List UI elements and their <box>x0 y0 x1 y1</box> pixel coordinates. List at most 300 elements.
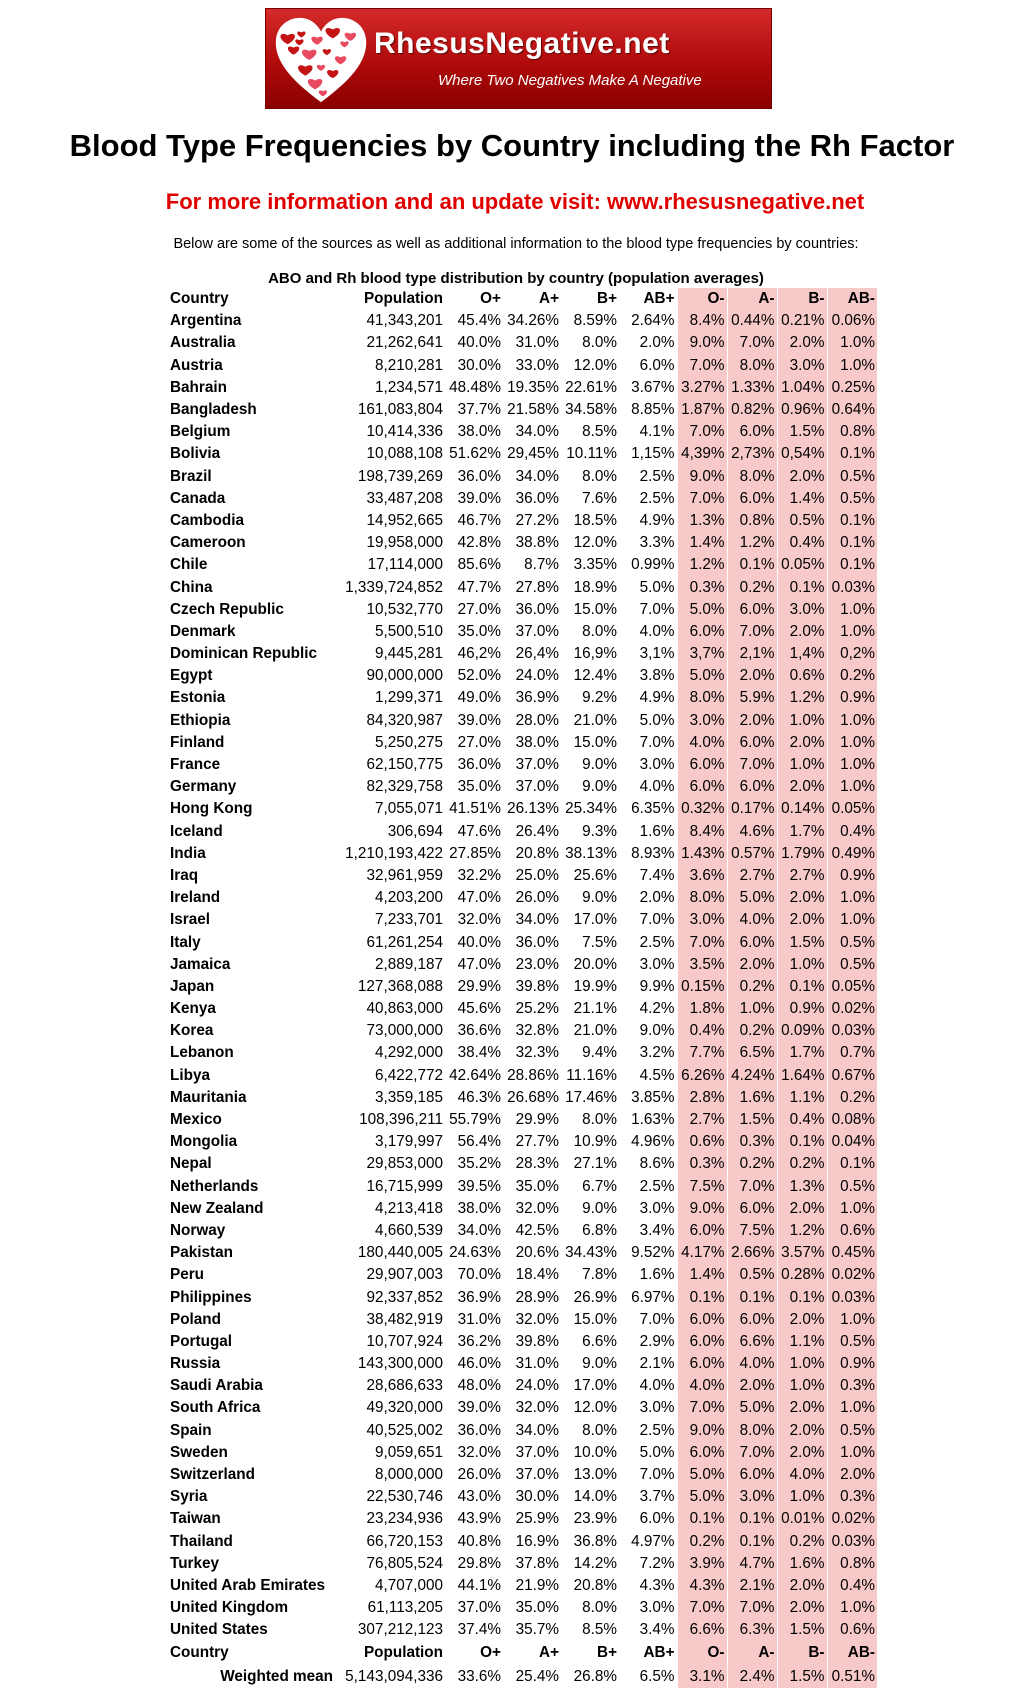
frequency-cell: 32.0% <box>457 911 501 929</box>
frequency-cell: 2,1% <box>727 643 777 665</box>
population-cell: 16,715,999 <box>366 1177 443 1195</box>
frequency-cell: 70.0% <box>457 1266 501 1284</box>
frequency-cell: 3.35% <box>573 556 617 574</box>
frequency-cell: 7.0% <box>639 1310 675 1328</box>
table-row <box>166 1397 877 1419</box>
population-cell: 3,359,185 <box>374 1088 443 1106</box>
frequency-cell: 52.0% <box>457 667 501 685</box>
frequency-cell: 10.0% <box>573 1443 617 1461</box>
table-row <box>166 1109 877 1131</box>
population-cell: 29,853,000 <box>366 1155 443 1173</box>
frequency-cell: 36.9% <box>457 1288 501 1306</box>
frequency-cell: 12.0% <box>573 356 617 374</box>
country-cell: Lebanon <box>170 1044 234 1062</box>
frequency-cell: 25.6% <box>573 866 617 884</box>
frequency-cell: 37.8% <box>515 1554 559 1572</box>
frequency-cell: 36.6% <box>457 1022 501 1040</box>
frequency-cell: 27.0% <box>457 733 501 751</box>
frequency-cell: 2.0% <box>777 909 827 931</box>
frequency-cell: 3.27% <box>677 377 727 399</box>
frequency-cell: 0.03% <box>827 1531 877 1553</box>
frequency-cell: 9.3% <box>582 822 617 840</box>
frequency-cell: 35.7% <box>515 1621 559 1639</box>
frequency-cell: 26.0% <box>515 889 559 907</box>
frequency-cell: 43.9% <box>457 1510 501 1528</box>
frequency-cell: 0.1% <box>727 554 777 576</box>
table-row <box>166 643 877 665</box>
frequency-cell: 1.0% <box>777 1486 827 1508</box>
frequency-cell: 0.44% <box>727 310 777 332</box>
frequency-cell: 28.0% <box>515 711 559 729</box>
frequency-cell: 1.3% <box>777 1176 827 1198</box>
frequency-cell: 0.6% <box>827 1220 877 1242</box>
frequency-cell: 34.26% <box>507 312 559 330</box>
frequency-cell: 37.0% <box>515 778 559 796</box>
frequency-cell: 7.8% <box>582 1266 617 1284</box>
frequency-cell: 0.9% <box>827 687 877 709</box>
frequency-cell: 36.0% <box>457 1421 501 1439</box>
country-cell: Portugal <box>170 1332 233 1350</box>
frequency-cell: 0,2% <box>827 643 877 665</box>
country-cell: Nepal <box>170 1155 212 1173</box>
population-cell: 29,907,003 <box>366 1266 443 1284</box>
frequency-cell: 0.1% <box>777 976 827 998</box>
frequency-cell: 37.0% <box>515 1466 559 1484</box>
frequency-cell: 1.6% <box>727 1087 777 1109</box>
frequency-cell: 38.4% <box>457 1044 501 1062</box>
population-cell: 8,210,281 <box>374 356 443 374</box>
weighted-mean-cell: 1.5% <box>777 1664 827 1688</box>
frequency-cell: 0.14% <box>777 798 827 820</box>
frequency-cell: 21.58% <box>507 401 559 419</box>
frequency-cell: 56.4% <box>457 1133 501 1151</box>
frequency-cell: 4.0% <box>639 1377 675 1395</box>
table-row <box>166 377 877 399</box>
table-row <box>166 776 877 798</box>
frequency-cell: 3.0% <box>777 355 827 377</box>
frequency-cell: 25.0% <box>515 866 559 884</box>
country-cell: Iceland <box>170 822 223 840</box>
frequency-cell: 15.0% <box>573 733 617 751</box>
population-cell: 10,088,108 <box>366 445 443 463</box>
frequency-cell: 2.5% <box>639 1421 675 1439</box>
frequency-cell: 7.2% <box>639 1554 675 1572</box>
frequency-cell: 46,2% <box>457 645 501 663</box>
table-row <box>166 399 877 421</box>
frequency-cell: 0.1% <box>727 1286 777 1308</box>
frequency-cell: 0.2% <box>727 1020 777 1042</box>
population-cell: 4,203,200 <box>374 889 443 907</box>
frequency-cell: 45.6% <box>457 1000 501 1018</box>
frequency-cell: 28.3% <box>515 1155 559 1173</box>
frequency-cell: 7.0% <box>639 1466 675 1484</box>
population-cell: 10,414,336 <box>366 423 443 441</box>
table-row <box>166 821 877 843</box>
country-cell: Philippines <box>170 1288 252 1306</box>
country-cell: New Zealand <box>170 1199 264 1217</box>
table-row <box>166 887 877 909</box>
country-cell: Ireland <box>170 889 221 907</box>
table-row <box>166 310 877 332</box>
frequency-cell: 8.85% <box>631 401 675 419</box>
frequency-cell: 0.4% <box>777 1109 827 1131</box>
header-row <box>166 288 877 310</box>
frequency-cell: 4.97% <box>631 1532 675 1550</box>
population-cell: 92,337,852 <box>366 1288 443 1306</box>
footer-header-row <box>166 1641 877 1663</box>
frequency-cell: 6.0% <box>727 421 777 443</box>
frequency-cell: 0.3% <box>677 1153 727 1175</box>
frequency-cell: 5.0% <box>639 578 675 596</box>
frequency-cell: 5.0% <box>677 1486 727 1508</box>
frequency-cell: 2.64% <box>631 312 675 330</box>
frequency-cell: 25.2% <box>515 1000 559 1018</box>
frequency-cell: 1.4% <box>777 488 827 510</box>
frequency-cell: 7.0% <box>727 1442 777 1464</box>
frequency-cell: 1.5% <box>777 1619 827 1641</box>
frequency-cell: 32.0% <box>515 1399 559 1417</box>
frequency-cell: 4.0% <box>677 1375 727 1397</box>
country-cell: Cambodia <box>170 511 244 529</box>
weighted-mean-cell: 2.4% <box>727 1664 777 1688</box>
population-cell: 4,707,000 <box>374 1576 443 1594</box>
frequency-cell: 7.0% <box>727 332 777 354</box>
brand-banner[interactable] <box>265 8 772 109</box>
frequency-cell: 5.0% <box>677 599 727 621</box>
frequency-cell: 36.2% <box>457 1332 501 1350</box>
population-cell: 61,113,205 <box>367 1599 443 1617</box>
frequency-cell: 1.0% <box>827 732 877 754</box>
population-cell: 7,055,071 <box>374 800 443 818</box>
frequency-cell: 40.0% <box>457 334 501 352</box>
frequency-cell: 33.0% <box>515 356 559 374</box>
weighted-mean-cell: 5,143,094,336 <box>345 1667 443 1685</box>
frequency-cell: 27.7% <box>515 1133 559 1151</box>
table-row <box>166 1286 877 1308</box>
table-row <box>166 710 877 732</box>
country-cell: Chile <box>170 556 208 574</box>
country-cell: Switzerland <box>170 1466 255 1484</box>
frequency-cell: 36.0% <box>457 756 501 774</box>
frequency-cell: 20.6% <box>515 1244 559 1262</box>
frequency-cell: 2.0% <box>777 1575 827 1597</box>
table-row <box>166 1442 877 1464</box>
frequency-cell: 6.7% <box>582 1177 617 1195</box>
frequency-cell: 16.9% <box>515 1532 559 1550</box>
frequency-cell: 1.0% <box>827 1597 877 1619</box>
heart-collage-logo <box>272 11 370 107</box>
frequency-cell: 2.0% <box>777 732 827 754</box>
frequency-cell: 6.0% <box>677 621 727 643</box>
frequency-cell: 42.8% <box>457 534 501 552</box>
frequency-cell: 26.9% <box>573 1288 617 1306</box>
frequency-cell: 47.0% <box>457 955 501 973</box>
frequency-cell: 1.2% <box>727 532 777 554</box>
frequency-cell: 2.0% <box>727 954 777 976</box>
population-cell: 28,686,633 <box>366 1377 443 1395</box>
country-cell: Argentina <box>170 312 242 330</box>
frequency-cell: 8.0% <box>727 1420 777 1442</box>
frequency-cell: 0.25% <box>827 377 877 399</box>
frequency-cell: 9.2% <box>582 689 617 707</box>
frequency-cell: 27.1% <box>573 1155 617 1173</box>
frequency-cell: 9.0% <box>582 1355 617 1373</box>
frequency-cell: 6.35% <box>631 800 675 818</box>
table-row <box>166 1220 877 1242</box>
frequency-cell: 0.2% <box>727 1153 777 1175</box>
frequency-cell: 7.0% <box>727 1176 777 1198</box>
column-header: B+ <box>597 1643 617 1661</box>
country-cell: Spain <box>170 1421 212 1439</box>
population-cell: 5,500,510 <box>374 622 443 640</box>
column-header: A+ <box>539 290 559 308</box>
frequency-cell: 0.03% <box>827 576 877 598</box>
frequency-cell: 20.0% <box>573 955 617 973</box>
frequency-cell: 6.6% <box>677 1619 727 1641</box>
frequency-cell: 14.0% <box>573 1488 617 1506</box>
frequency-cell: 0.82% <box>727 399 777 421</box>
frequency-cell: 2.0% <box>639 334 675 352</box>
frequency-cell: 43.0% <box>457 1488 501 1506</box>
frequency-cell: 34.58% <box>565 401 617 419</box>
frequency-cell: 40.0% <box>457 933 501 951</box>
frequency-cell: 34.43% <box>565 1244 617 1262</box>
frequency-cell: 6.0% <box>677 776 727 798</box>
frequency-cell: 0.9% <box>777 998 827 1020</box>
frequency-cell: 0.67% <box>827 1065 877 1087</box>
frequency-cell: 1.0% <box>777 1375 827 1397</box>
frequency-cell: 9.0% <box>677 1198 727 1220</box>
frequency-cell: 3.7% <box>639 1488 675 1506</box>
frequency-cell: 12.0% <box>573 1399 617 1417</box>
frequency-cell: 8.0% <box>727 466 777 488</box>
frequency-cell: 21.0% <box>573 711 617 729</box>
frequency-cell: 1.0% <box>827 355 877 377</box>
brand-name: RhesusNegative.net <box>374 27 670 60</box>
frequency-cell: 4.96% <box>631 1133 675 1151</box>
weighted-mean-cell: 0.51% <box>827 1664 877 1688</box>
frequency-cell: 0.03% <box>827 1286 877 1308</box>
frequency-cell: 0.5% <box>827 488 877 510</box>
frequency-cell: 6.8% <box>582 1221 617 1239</box>
column-header: AB- <box>827 1641 877 1663</box>
weighted-mean-row <box>166 1664 877 1688</box>
frequency-cell: 1.0% <box>827 754 877 776</box>
frequency-cell: 1.0% <box>777 754 827 776</box>
frequency-cell: 24.63% <box>449 1244 501 1262</box>
frequency-cell: 12.0% <box>573 534 617 552</box>
frequency-cell: 0.4% <box>777 532 827 554</box>
frequency-cell: 9.4% <box>582 1044 617 1062</box>
frequency-cell: 42.64% <box>449 1066 501 1084</box>
frequency-cell: 3.6% <box>677 865 727 887</box>
country-cell: United Kingdom <box>170 1599 289 1617</box>
population-cell: 17,114,000 <box>367 556 443 574</box>
frequency-cell: 42.5% <box>515 1221 559 1239</box>
table-row <box>166 1353 877 1375</box>
frequency-cell: 0.7% <box>827 1042 877 1064</box>
page-title: Blood Type Frequencies by Country including the Rh Factor <box>69 128 955 163</box>
country-cell: United States <box>170 1621 268 1639</box>
country-cell: Bolivia <box>170 445 221 463</box>
frequency-cell: 51.62% <box>449 445 501 463</box>
weighted-mean-cell: 25.4% <box>515 1667 559 1685</box>
column-header: AB+ <box>643 290 675 308</box>
population-cell: 14,952,665 <box>366 511 443 529</box>
frequency-cell: 17.0% <box>573 911 617 929</box>
country-cell: United Arab Emirates <box>170 1576 325 1594</box>
frequency-cell: 1.1% <box>777 1087 827 1109</box>
frequency-cell: 36.0% <box>515 489 559 507</box>
table-row <box>166 1198 877 1220</box>
weighted-mean-cell: 3.1% <box>677 1664 727 1688</box>
table-row <box>166 488 877 510</box>
frequency-cell: 27.0% <box>457 600 501 618</box>
table-row <box>166 466 877 488</box>
frequency-cell: 31.0% <box>457 1310 501 1328</box>
frequency-cell: 1.5% <box>777 421 827 443</box>
frequency-cell: 7.0% <box>677 421 727 443</box>
population-cell: 1,210,193,422 <box>345 844 443 862</box>
frequency-cell: 0.01% <box>777 1508 827 1530</box>
country-cell: Finland <box>170 733 225 751</box>
update-notice[interactable]: For more information and an update visit: www.rhesusnegative.net <box>165 189 865 214</box>
frequency-cell: 3.0% <box>639 955 675 973</box>
frequency-cell: 1.64% <box>777 1065 827 1087</box>
frequency-cell: 1.0% <box>777 1353 827 1375</box>
population-cell: 4,660,539 <box>374 1221 443 1239</box>
population-cell: 62,150,775 <box>366 756 443 774</box>
frequency-cell: 14.2% <box>573 1554 617 1572</box>
frequency-cell: 1.0% <box>827 1198 877 1220</box>
frequency-cell: 29.8% <box>457 1554 501 1572</box>
frequency-cell: 0.4% <box>827 1575 877 1597</box>
frequency-cell: 2.0% <box>727 710 777 732</box>
frequency-cell: 8.0% <box>727 355 777 377</box>
frequency-cell: 2.0% <box>827 1464 877 1486</box>
column-header: A- <box>727 288 777 310</box>
frequency-cell: 1.0% <box>827 887 877 909</box>
country-cell: Mexico <box>170 1111 222 1129</box>
population-cell: 8,000,000 <box>374 1466 443 1484</box>
frequency-cell: 1.0% <box>827 599 877 621</box>
frequency-cell: 17.46% <box>565 1088 617 1106</box>
frequency-cell: 1.0% <box>827 1442 877 1464</box>
table-row <box>166 1042 877 1064</box>
population-cell: 161,083,804 <box>357 401 443 419</box>
population-cell: 40,525,002 <box>366 1421 443 1439</box>
country-cell: Libya <box>170 1066 210 1084</box>
frequency-cell: 18.9% <box>573 578 617 596</box>
frequency-cell: 0.3% <box>827 1486 877 1508</box>
frequency-cell: 45.4% <box>457 312 501 330</box>
column-header: B- <box>777 288 827 310</box>
country-cell: Brazil <box>170 467 212 485</box>
frequency-cell: 1.8% <box>677 998 727 1020</box>
frequency-cell: 6.0% <box>727 776 777 798</box>
frequency-cell: 34.0% <box>515 911 559 929</box>
table-row <box>166 1087 877 1109</box>
country-cell: Czech Republic <box>170 600 284 618</box>
frequency-cell: 23.9% <box>573 1510 617 1528</box>
frequency-cell: 37.0% <box>515 756 559 774</box>
frequency-cell: 3,7% <box>677 643 727 665</box>
frequency-cell: 2.66% <box>727 1242 777 1264</box>
frequency-cell: 6.0% <box>727 931 777 953</box>
frequency-cell: 4.0% <box>777 1464 827 1486</box>
frequency-cell: 8.0% <box>677 887 727 909</box>
frequency-cell: 38.0% <box>457 423 501 441</box>
weighted-mean-label: Weighted mean <box>220 1667 333 1685</box>
frequency-cell: 8.6% <box>639 1155 675 1173</box>
frequency-cell: 4.3% <box>677 1575 727 1597</box>
frequency-cell: 3.3% <box>639 534 675 552</box>
frequency-cell: 46.0% <box>457 1355 501 1373</box>
frequency-cell: 9.0% <box>582 756 617 774</box>
table-row <box>166 554 877 576</box>
frequency-cell: 4.6% <box>727 821 777 843</box>
frequency-cell: 48.0% <box>457 1377 501 1395</box>
frequency-cell: 1.87% <box>677 399 727 421</box>
frequency-cell: 0,54% <box>777 443 827 465</box>
country-cell: Germany <box>170 778 237 796</box>
frequency-cell: 2.0% <box>777 1597 827 1619</box>
frequency-cell: 9.0% <box>582 1199 617 1217</box>
frequency-cell: 1.7% <box>777 1042 827 1064</box>
population-cell: 7,233,701 <box>374 911 443 929</box>
country-cell: Turkey <box>170 1554 220 1572</box>
frequency-cell: 7.6% <box>582 489 617 507</box>
frequency-cell: 7.5% <box>677 1176 727 1198</box>
population-cell: 49,320,000 <box>366 1399 443 1417</box>
table-row <box>166 931 877 953</box>
frequency-cell: 0.15% <box>677 976 727 998</box>
population-cell: 5,250,275 <box>374 733 443 751</box>
frequency-cell: 1.0% <box>827 909 877 931</box>
frequency-cell: 0.17% <box>727 798 777 820</box>
frequency-cell: 0.99% <box>631 556 675 574</box>
frequency-cell: 39.0% <box>457 489 501 507</box>
frequency-cell: 28.86% <box>507 1066 559 1084</box>
table-row <box>166 1486 877 1508</box>
frequency-cell: 21.9% <box>515 1576 559 1594</box>
blood-type-table <box>166 288 877 1688</box>
frequency-cell: 47.6% <box>457 822 501 840</box>
table-row <box>166 1575 877 1597</box>
frequency-cell: 7.5% <box>727 1220 777 1242</box>
frequency-cell: 8.0% <box>677 687 727 709</box>
table-row <box>166 665 877 687</box>
frequency-cell: 25.34% <box>565 800 617 818</box>
column-header: O- <box>677 288 727 310</box>
frequency-cell: 26.68% <box>507 1088 559 1106</box>
column-header: Population <box>363 1643 443 1661</box>
frequency-cell: 3.0% <box>639 756 675 774</box>
frequency-cell: 8.0% <box>582 1421 617 1439</box>
frequency-cell: 12.4% <box>573 667 617 685</box>
frequency-cell: 0.2% <box>777 1153 827 1175</box>
frequency-cell: 2.7% <box>677 1109 727 1131</box>
population-cell: 180,440,005 <box>357 1244 443 1262</box>
frequency-cell: 3.0% <box>639 1599 675 1617</box>
table-row <box>166 510 877 532</box>
frequency-cell: 21.1% <box>573 1000 617 1018</box>
frequency-cell: 4.2% <box>639 1000 675 1018</box>
frequency-cell: 0.9% <box>827 865 877 887</box>
frequency-cell: 6.0% <box>727 1198 777 1220</box>
weighted-mean-cell: 26.8% <box>573 1667 617 1685</box>
frequency-cell: 1.2% <box>777 1220 827 1242</box>
